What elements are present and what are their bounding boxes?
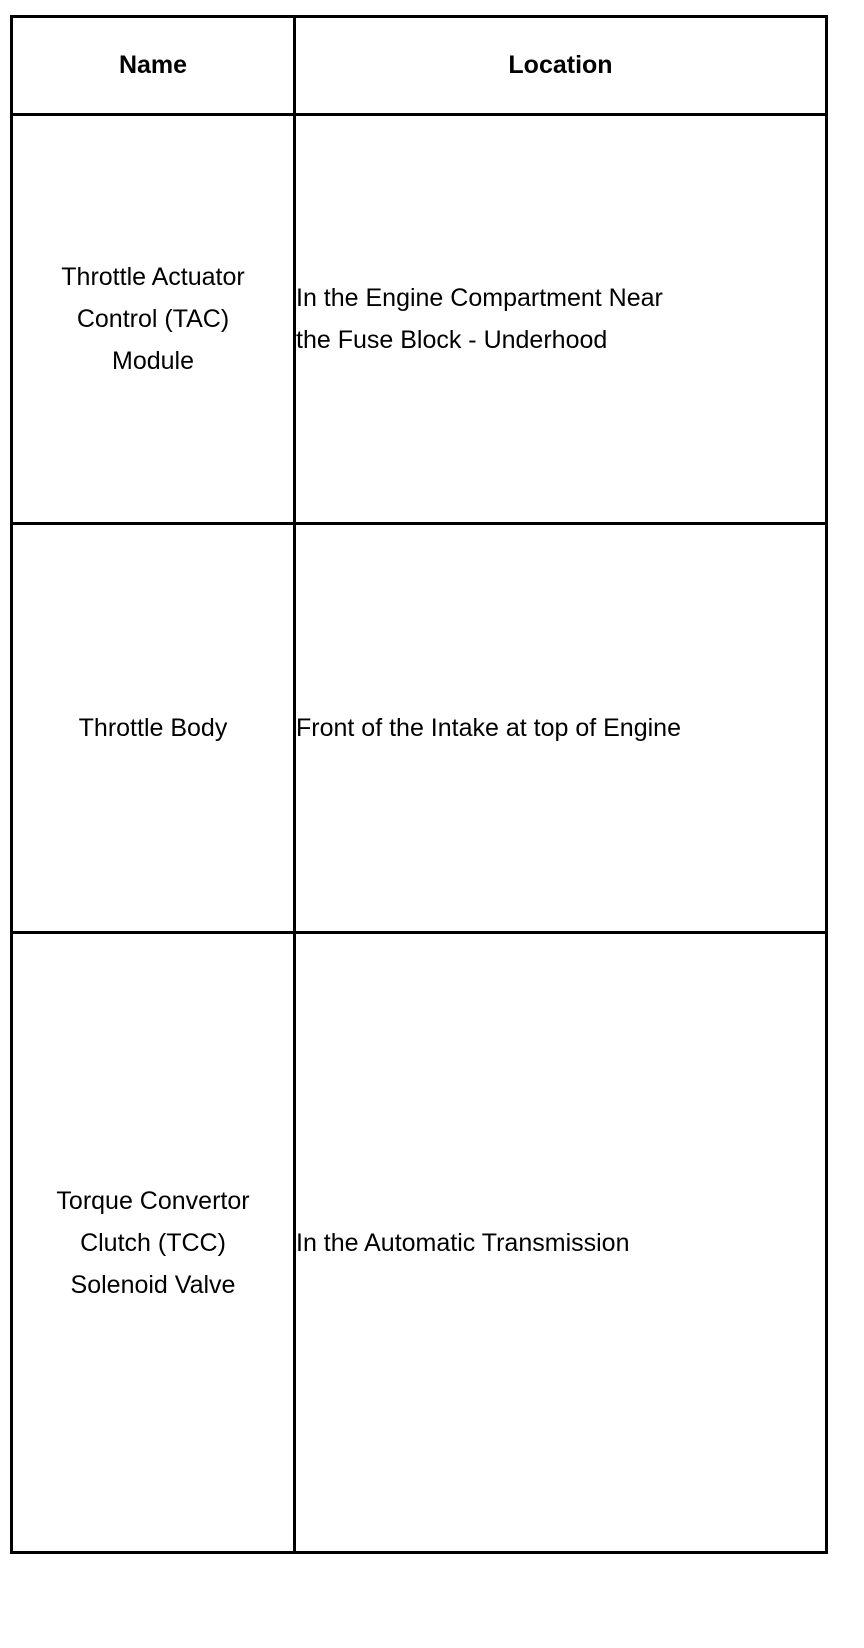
table-row [12, 933, 827, 1553]
name-line: Torque Convertor [56, 1186, 250, 1215]
component-location-table [10, 15, 828, 1554]
name-line: Module [112, 347, 194, 375]
name-cell [12, 933, 295, 1553]
name-line: Throttle Body [78, 714, 228, 742]
column-header-name: Name [12, 17, 295, 115]
location-line: In the Engine Compartment Near [296, 284, 663, 312]
column-header-location: Location [295, 17, 827, 115]
location-line: the Fuse Block - Underhood [296, 326, 608, 354]
table-row [12, 115, 827, 524]
name-cell [12, 115, 295, 524]
name-line: Solenoid Valve [70, 1270, 236, 1299]
table-header-row [12, 17, 827, 115]
location-line: In the Automatic Transmission [296, 1228, 630, 1257]
location-line: Front of the Intake at top of Engine [296, 714, 681, 742]
location-cell [295, 933, 827, 1553]
name-line: Clutch (TCC) [80, 1228, 226, 1257]
location-cell [295, 115, 827, 524]
name-line: Throttle Actuator [61, 263, 245, 291]
name-line: Control (TAC) [76, 305, 230, 333]
name-cell [12, 524, 295, 933]
location-cell [295, 524, 827, 933]
table-row [12, 524, 827, 933]
